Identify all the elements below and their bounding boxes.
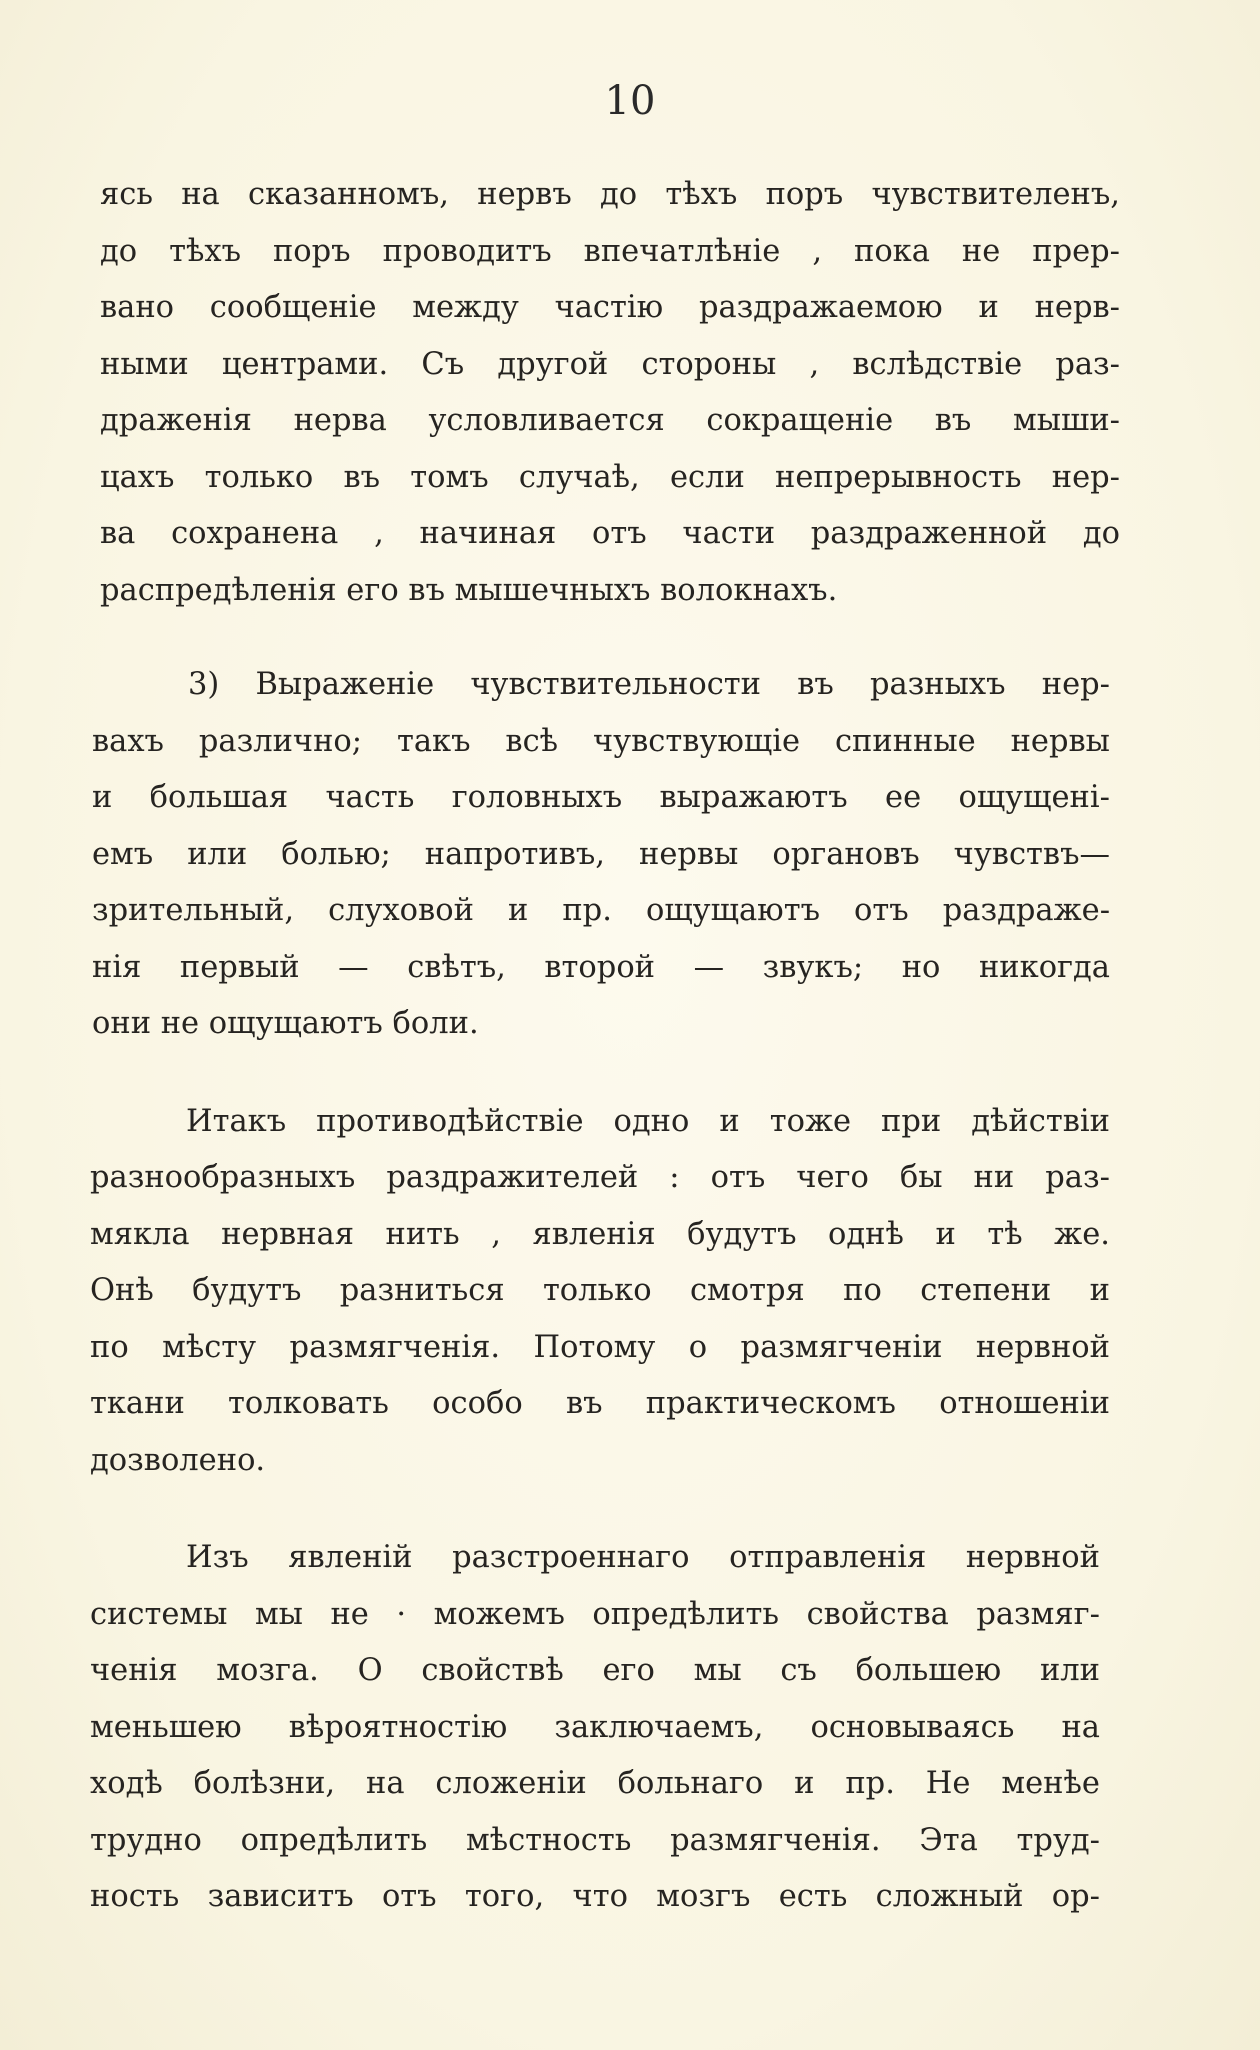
text-line: драженія нерва условливается сокращеніе въ мыши- xyxy=(100,403,1120,438)
text-line: системы мы не · можемъ опредѣлить свойства размяг- xyxy=(90,1597,1100,1632)
text-line: они не ощущаютъ боли. xyxy=(92,1006,479,1041)
text-line: ность зависитъ отъ того, что мозгъ есть сложный ор- xyxy=(90,1879,1100,1914)
text-line: ясь на сказанномъ, нервъ до тѣхъ поръ чувствителенъ, xyxy=(100,177,1120,212)
text-line: нія первый — свѣтъ, второй — звукъ; но никогда xyxy=(92,950,1110,985)
text-line: распредѣленія его въ мышечныхъ волокнахъ. xyxy=(100,573,838,608)
text-line: зрительный, слуховой и пр. ощущаютъ отъ раздраже- xyxy=(92,893,1110,928)
text-line: до тѣхъ поръ проводитъ впечатлѣніе , пока не прер- xyxy=(100,234,1120,269)
text-line: дозволено. xyxy=(90,1443,266,1478)
page-number: 10 xyxy=(604,78,656,124)
text-line: и большая часть головныхъ выражаютъ ее ощущені- xyxy=(92,780,1110,815)
text-line: ткани толковать особо въ практическомъ отношеніи xyxy=(90,1386,1110,1421)
text-line: вано сообщеніе между частію раздражаемою и нерв- xyxy=(100,290,1120,325)
text-line: мякла нервная нить , явленія будутъ однѣ и тѣ же. xyxy=(90,1217,1110,1252)
text-line: разнообразныхъ раздражителей : отъ чего бы ни раз- xyxy=(90,1160,1110,1195)
text-line: 3) Выраженіе чувствительности въ разныхъ нер- xyxy=(188,667,1110,702)
text-line: меньшею вѣроятностію заключаемъ, основываясь на xyxy=(90,1710,1100,1745)
text-line: Изъ явленій разстроеннаго отправленія нервной xyxy=(186,1540,1100,1575)
text-line: цахъ только въ томъ случаѣ, если непрерывность нер- xyxy=(100,460,1120,495)
text-line: Итакъ противодѣйствіе одно и тоже при дѣйствіи xyxy=(186,1104,1110,1139)
text-line: трудно опредѣлить мѣстность размягченія. Эта труд- xyxy=(90,1823,1100,1858)
text-line: по мѣсту размягченія. Потому о размягченіи нервной xyxy=(90,1330,1110,1365)
text-line: ва сохранена , начиная отъ части раздраженной до xyxy=(100,516,1120,551)
text-line: ходѣ болѣзни, на сложеніи больнаго и пр. Не менѣе xyxy=(90,1766,1100,1801)
text-line: Онѣ будутъ разниться только смотря по степени и xyxy=(90,1273,1110,1308)
text-line: ными центрами. Съ другой стороны , вслѣдствіе раз- xyxy=(100,347,1120,382)
text-line: ченія мозга. О свойствѣ его мы съ большею или xyxy=(90,1653,1100,1688)
text-line: вахъ различно; такъ всѣ чувствующіе спинные нервы xyxy=(92,724,1110,759)
text-line: емъ или болью; напротивъ, нервы органовъ чувствъ— xyxy=(92,837,1110,872)
